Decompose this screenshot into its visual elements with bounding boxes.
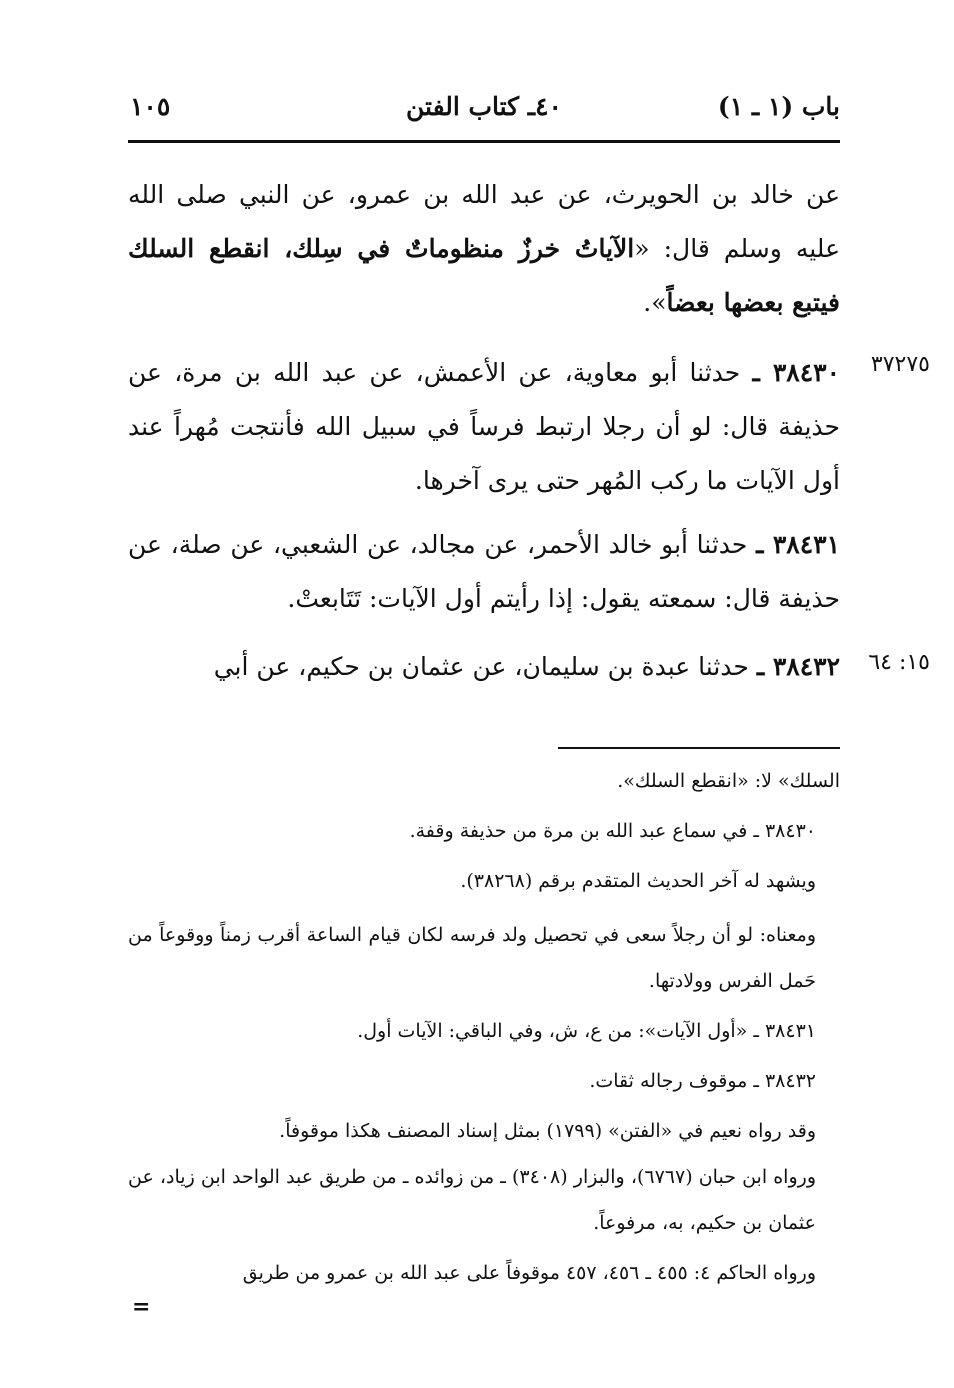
footnote-line: السلك» لا: «انقطع السلك». <box>617 770 840 792</box>
intro-bold-text: الآياتُ خرزٌ منظوماتٌ في سِلك، انقطع السلك فيتبع بعضها بعضاً <box>128 234 840 317</box>
page-number: ١٠٥ <box>130 92 171 121</box>
continuation-mark: = <box>132 1294 151 1320</box>
hadith-text: حدثنا أبو معاوية، عن الأعمش، عن عبد الله بن مرة، عن حذيفة قال: لو أن رجلا ارتبط فرساً في سبيل الله فأنتجت مُهراً عند أول الآيات ما ركب المُهر حتى يرى آخرها. <box>128 358 840 495</box>
hadith-paragraph <box>128 640 840 694</box>
hadith-text: حدثنا عبدة بن سليمان، عن عثمان بن حكيم، عن أبي <box>213 652 757 681</box>
footnote-paragraph: ورواه ابن حبان (٦٧٦٧)، والبزار (٣٤٠٨) ـ من زوائده ـ من طريق عبد الواحد ابن زياد، عن عثمان بن حكيم، به، مرفوعاً. <box>128 1166 816 1234</box>
footnote-line: ٣٨٤٣١ ـ «أول الآيات»: من ع، ش، وفي الباقي: الآيات أول. <box>357 1020 816 1042</box>
running-header <box>128 92 840 132</box>
book-title: ٤٠ـ كتاب الفتن <box>406 92 562 121</box>
margin-reference: ٣٧٢٧٥ <box>870 352 930 377</box>
hadith-number: ٣٨٤٣٢ ـ <box>756 652 840 681</box>
intro-paragraph <box>128 168 840 330</box>
footnote-line: وقد رواه نعيم في «الفتن» (١٧٩٩) بمثل إسناد المصنف هكذا موقوفاً. <box>279 1120 816 1142</box>
footnote-line: ٣٨٤٣٢ ـ موقوف رجاله ثقات. <box>589 1070 816 1092</box>
footnote-line: ٣٨٤٣٠ ـ في سماع عبد الله بن مرة من حذيفة وقفة. <box>409 820 816 842</box>
intro-text-after: ». <box>643 288 667 317</box>
footnote-line: ويشهد له آخر الحديث المتقدم برقم (٣٨٢٦٨). <box>460 870 816 892</box>
margin-reference: ١٥: ٦٤ <box>868 650 930 675</box>
hadith-paragraph <box>128 518 840 626</box>
hadith-text: حدثنا أبو خالد الأحمر، عن مجالد، عن الشعبي، عن صلة، عن حذيفة قال: سمعته يقول: إذا رأيتم أول الآيات: تَتَابعتْ. <box>128 530 840 613</box>
footnote-line: ورواه الحاكم ٤: ٤٥٥ ـ ٤٥٦، ٤٥٧ موقوفاً على عبد الله بن عمرو من طريق <box>242 1262 816 1284</box>
header-divider <box>128 140 840 143</box>
footnote-divider <box>558 747 840 749</box>
hadith-paragraph <box>128 346 840 508</box>
chapter-label: باب (١ ـ ١) <box>717 92 840 121</box>
hadith-number: ٣٨٤٣١ ـ <box>756 530 840 559</box>
footnote-paragraph: ومعناه: لو أن رجلاً سعى في تحصيل ولد فرسه لكان قيام الساعة أقرب زمناً ووقوعاً من حَمل الفرس وولادتها. <box>128 924 817 992</box>
hadith-number: ٣٨٤٣٠ ـ <box>752 358 841 387</box>
intro-text-before: عن خالد بن الحويرث، عن عبد الله بن عمرو، عن النبي صلى الله عليه وسلم قال: « <box>128 180 840 263</box>
